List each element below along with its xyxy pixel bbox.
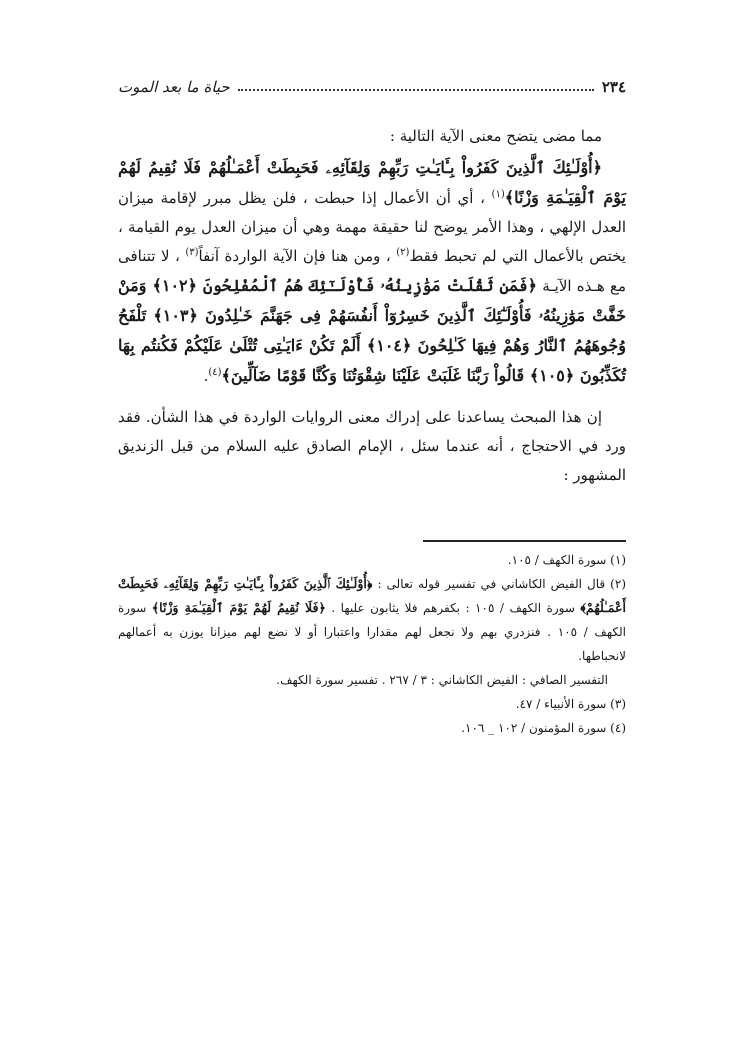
intro-line: مما مضى يتضح معنى الآية التالية :: [389, 127, 602, 145]
footnote-2-mid: سورة الكهف / ١٠٥ : بكفرهم فلا يثابون عليها .: [331, 601, 575, 615]
paragraph-2: إن هذا المبحث يساعدنا على إدراك معنى الروايات الواردة في هذا الشأن. فقد ورد في الاحتجاج ، أنه عندما سئل ، الإمام الصادق عليه السلام من قبل الزنديق المشهور :: [118, 408, 626, 484]
footnote-ref-2[interactable]: (٢): [396, 247, 410, 258]
quran-verse-2: ﴿فَمَن ثَقُلَتْ مَوَٰزِينُهُۥ فَأُوْلَـٰٓئِكَ هُمُ ٱلْمُفْلِحُونَ ﴿١٠٢﴾ وَمَنْ خَفَّتْ مَوَٰزِينُهُۥ فَأُوْلَـٰٓئِكَ ٱلَّذِينَ خَسِرُوٓاْ أَنفُسَهُمْ فِى جَهَنَّمَ خَـٰلِدُونَ ﴿١٠٣﴾ تَلْفَحُ وُجُوهَهُمُ ٱلنَّارُ وَهُمْ فِيهَا كَـٰلِحُونَ ﴿١٠٤﴾ أَلَمْ تَكُنْ ءَايَـٰتِى تُتْلَىٰ عَلَيْكُمْ فَكُنتُم بِهَا تُكَذِّبُونَ ﴿١٠٥﴾ قَالُواْ رَبَّنَا غَلَبَتْ عَلَيْنَا شِقْوَتُنَا وَكُنَّا قَوْمًا ضَآلِّينَ﴾: [118, 276, 627, 385]
footnote-4: (٤) سورة المؤمنون / ١٠٢ _ ١٠٦.: [461, 721, 626, 735]
footnote-2-source: التفسير الصافي : الفيض الكاشاني : ٣ / ٢٦٧ . تفسير سورة الكهف.: [276, 673, 608, 687]
footnote-ref-4[interactable]: (٤): [208, 367, 222, 378]
footnote-separator: [423, 540, 626, 542]
footnote-2-verse-2: ﴿فَلَا نُقِيمُ لَهُمْ يَوْمَ ٱلْقِيَـٰمَةِ وَزْنًا﴾: [151, 600, 326, 615]
header-dot-leader: [238, 89, 594, 91]
book-title: حياة ما بعد الموت: [118, 78, 230, 96]
footnote-2-verse: ﴿أُوْلَـٰئِكَ ٱلَّذِينَ كَفَرُواْ بِـَٔايَـٰتِ رَبِّهِمْ وَلِقَآئِهِۦ فَحَبِطَتْ أَعْمَـٰلُهُمْ﴾: [118, 576, 626, 615]
paragraph-1-text-c: ، لا تتنافى مع هـذه الآيـة: [118, 247, 626, 295]
paragraph-1: [118, 153, 626, 391]
paragraph-1-text-a: ، أي أن الأعمال إذا حبطت ، فلن يظل مبرر لإقامة ميزان العدل الإلهي ، وهذا الأمر يوضح لنا حقيقة مهمة وهي أن ميزان العدل يوم القيامة ، يختص بالأعمال التي لم تحبط فقط: [118, 189, 626, 265]
footnote-2-lead: (٢) قال الفيض الكاشاني في تفسير قوله تعالى :: [377, 577, 627, 591]
footnote-2: [118, 572, 626, 668]
footnote-ref-1[interactable]: (١): [491, 189, 505, 200]
footnotes: [118, 548, 626, 740]
running-header: [118, 72, 626, 96]
page-number: ٢٣٤: [601, 78, 626, 96]
footnote-3: (٣) سورة الأنبياء / ٤٧.: [515, 697, 626, 711]
paragraph-1-end: .: [203, 367, 209, 385]
paragraph-1-text-b: ، ومن هنا فإن الآية الواردة آنفاً: [198, 247, 391, 265]
footnote-1: (١) سورة الكهف / ١٠٥.: [507, 553, 626, 567]
footnote-2-tail: سورة الكهف / ١٠٥ . فنزدري بهم ولا نجعل لهم مقدارا واعتبارا أو لا نضع لهم ميزانا يوزن به أعمالهم لانحباطها.: [118, 601, 626, 663]
main-text: [118, 122, 626, 490]
footnote-ref-3[interactable]: (٣): [185, 247, 199, 258]
quran-verse-1: ﴿أُوْلَـٰئِكَ ٱلَّذِينَ كَفَرُواْ بِـَٔايَـٰتِ رَبِّهِمْ وَلِقَآئِهِۦ فَحَبِطَتْ أَعْمَـٰلُهُمْ فَلَا نُقِيمُ لَهُمْ يَوْمَ ٱلْقِيَـٰمَةِ وَزْنًا﴾: [118, 158, 626, 207]
